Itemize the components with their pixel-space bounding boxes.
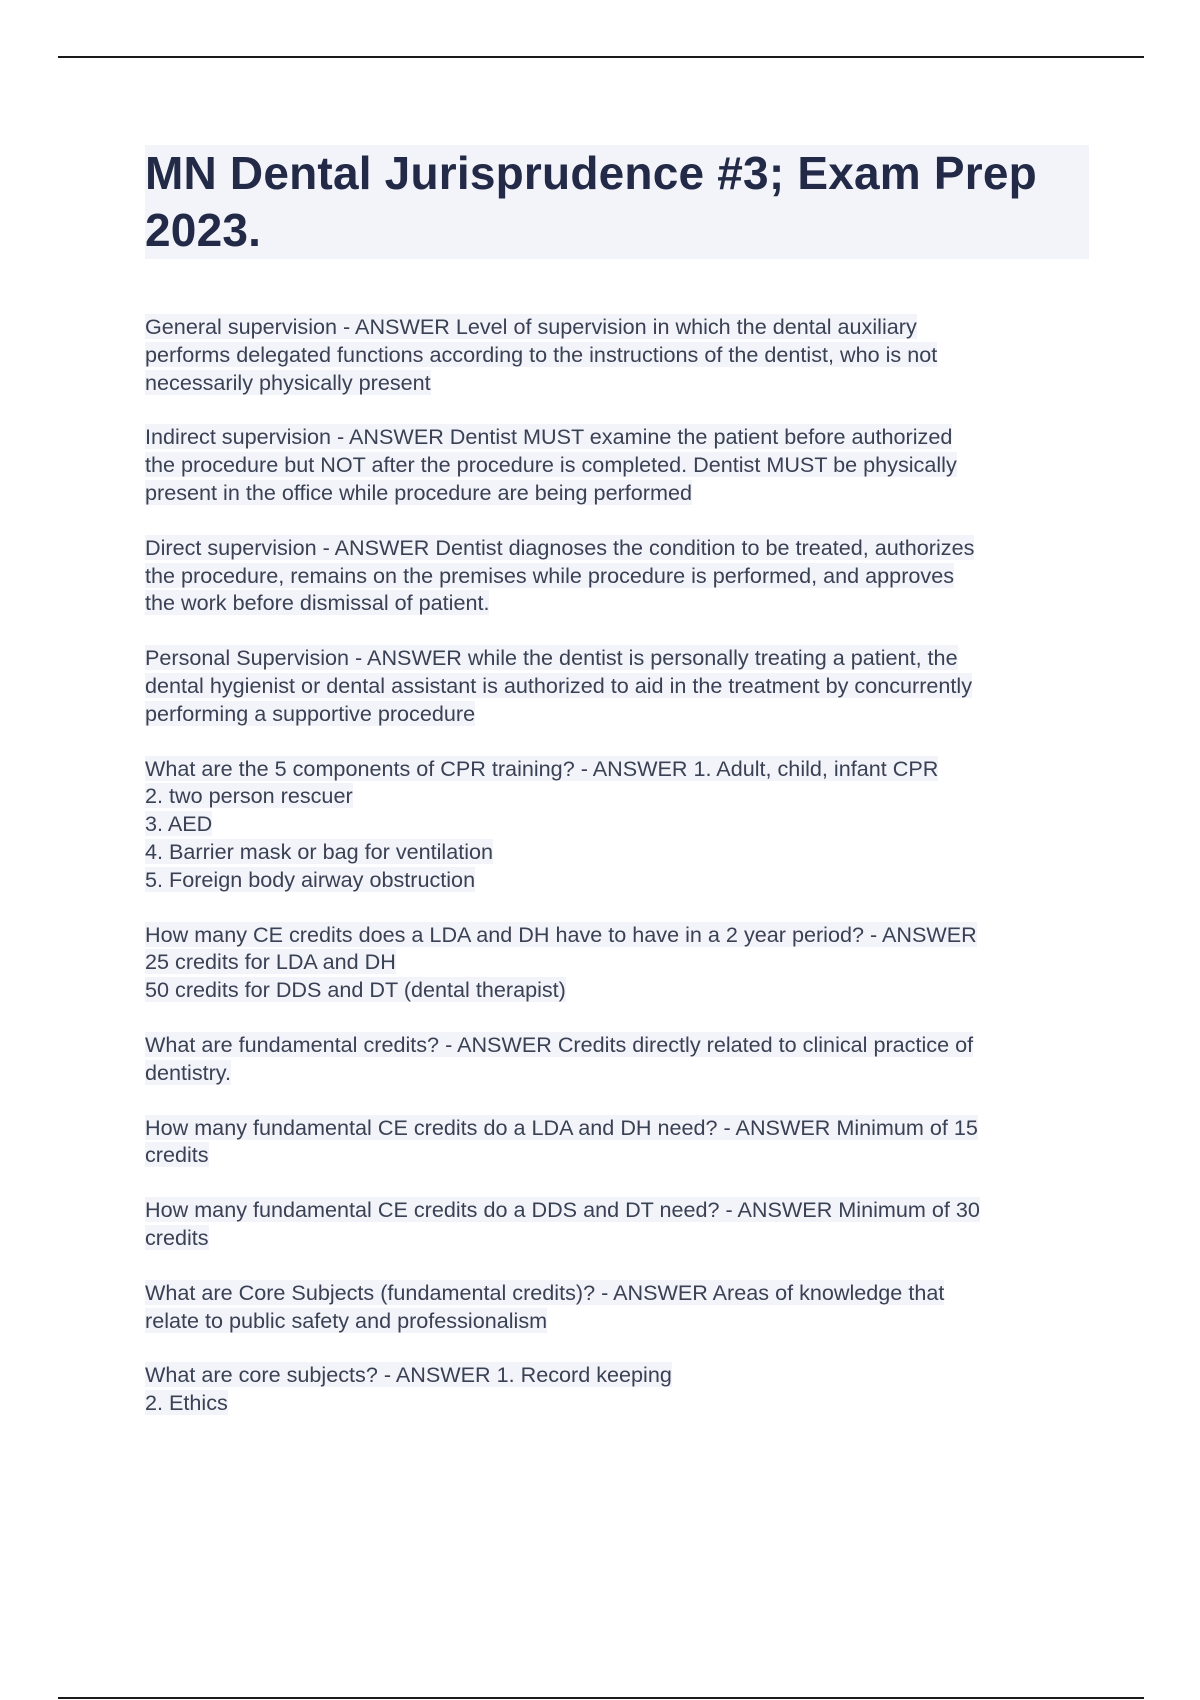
qa-line: What are fundamental credits? - ANSWER Credits directly related to clinical practice of <box>145 1031 974 1057</box>
qa-line: 2. Ethics <box>145 1390 228 1416</box>
qa-line: 5. Foreign body airway obstruction <box>145 866 476 892</box>
qa-line: What are Core Subjects (fundamental credits)? - ANSWER Areas of knowledge that <box>145 1279 945 1305</box>
qa-item-indirect-supervision <box>145 423 1090 506</box>
qa-item-cpr-components <box>145 755 1090 894</box>
qa-line: performing a supportive procedure <box>145 700 476 726</box>
qa-line: the procedure but NOT after the procedure is completed. Dentist MUST be physically <box>145 452 957 478</box>
qa-item-fundamental-lda-dh <box>145 1114 1090 1170</box>
qa-item-direct-supervision <box>145 534 1090 617</box>
title-block <box>145 145 1089 259</box>
qa-line: How many CE credits does a LDA and DH have to have in a 2 year period? - ANSWER <box>145 921 977 947</box>
qa-item-core-subjects-list <box>145 1361 1090 1417</box>
qa-line: 2. two person rescuer <box>145 783 353 809</box>
qa-line: the procedure, remains on the premises while procedure is performed, and approves <box>145 562 954 588</box>
top-rule <box>58 56 1144 58</box>
qa-line: What are core subjects? - ANSWER 1. Record keeping <box>145 1362 672 1388</box>
qa-line: present in the office while procedure are being performed <box>145 479 692 505</box>
bottom-rule <box>58 1697 1144 1699</box>
qa-item-personal-supervision <box>145 644 1090 727</box>
qa-line: dentistry. <box>145 1059 232 1085</box>
document-title: MN Dental Jurisprudence #3; Exam Prep 2023. <box>145 147 1037 256</box>
qa-line: relate to public safety and professionalism <box>145 1307 548 1333</box>
qa-item-general-supervision <box>145 313 1090 396</box>
qa-line: 3. AED <box>145 811 213 837</box>
qa-item-fundamental-dds-dt <box>145 1196 1090 1252</box>
qa-line: the work before dismissal of patient. <box>145 590 490 616</box>
qa-line: What are the 5 components of CPR training? - ANSWER 1. Adult, child, infant CPR <box>145 755 939 781</box>
qa-item-fundamental-credits <box>145 1031 1090 1087</box>
qa-line: necessarily physically present <box>145 369 431 395</box>
qa-list <box>145 313 1090 1444</box>
qa-line: Indirect supervision - ANSWER Dentist MUST examine the patient before authorized <box>145 424 953 450</box>
qa-line: General supervision - ANSWER Level of supervision in which the dental auxiliary <box>145 314 917 339</box>
qa-item-ce-credits <box>145 921 1090 1004</box>
qa-line: 50 credits for DDS and DT (dental therapist) <box>145 977 566 1003</box>
qa-line: performs delegated functions according to the instructions of the dentist, who is not <box>145 341 938 367</box>
qa-line: 25 credits for LDA and DH <box>145 949 396 975</box>
qa-line: 4. Barrier mask or bag for ventilation <box>145 838 494 864</box>
qa-item-core-subjects-definition <box>145 1279 1090 1335</box>
qa-line: Direct supervision - ANSWER Dentist diagnoses the condition to be treated, authorizes <box>145 534 975 560</box>
qa-line: credits <box>145 1224 209 1250</box>
qa-line: How many fundamental CE credits do a LDA and DH need? - ANSWER Minimum of 15 <box>145 1114 978 1140</box>
qa-line: Personal Supervision - ANSWER while the dentist is personally treating a patient, the <box>145 645 958 671</box>
qa-line: dental hygienist or dental assistant is authorized to aid in the treatment by concurrently <box>145 672 973 698</box>
qa-line: credits <box>145 1142 209 1168</box>
qa-line: How many fundamental CE credits do a DDS and DT need? - ANSWER Minimum of 30 <box>145 1197 980 1223</box>
